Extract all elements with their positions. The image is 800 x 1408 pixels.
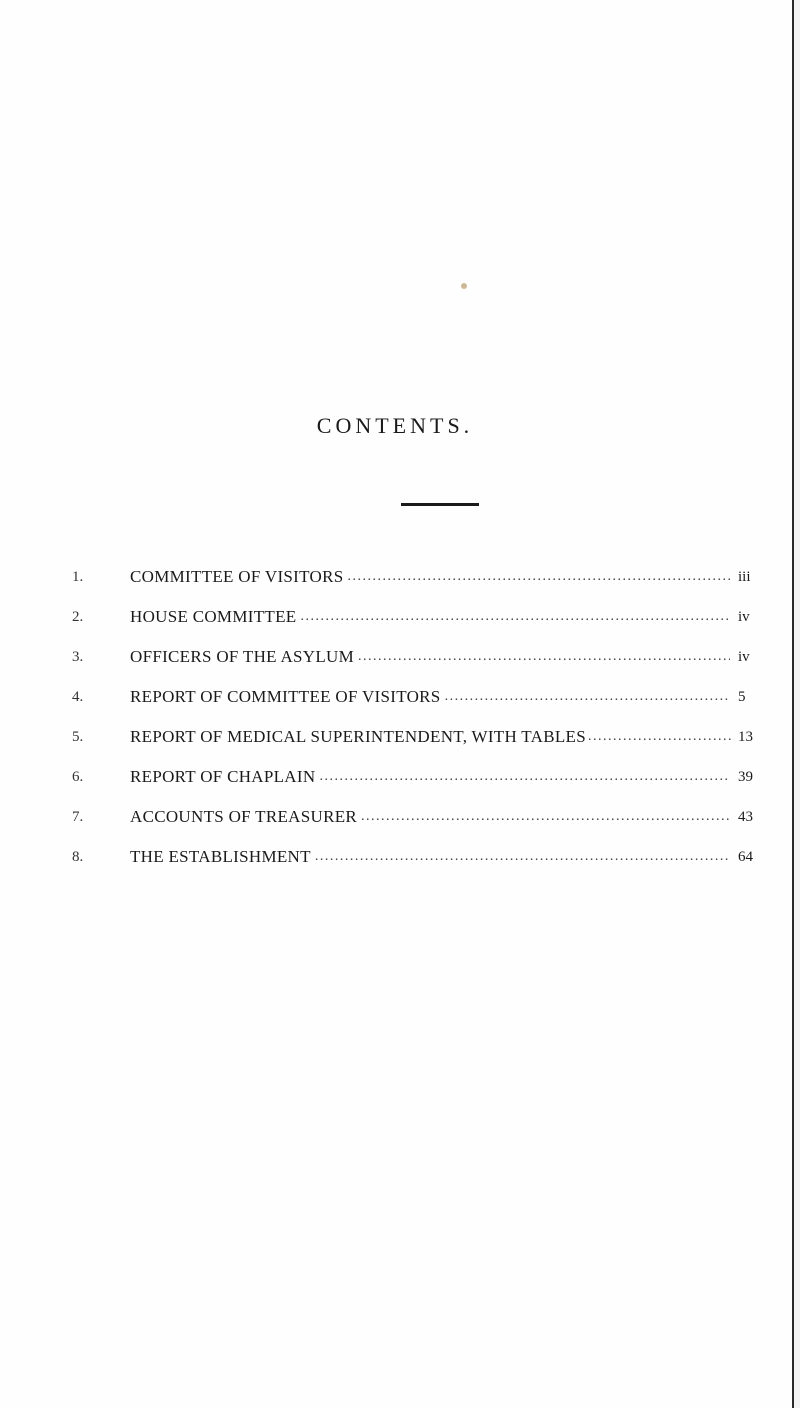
dot-leader xyxy=(445,686,730,708)
dot-leader xyxy=(588,726,734,748)
toc-entry-page: 64 xyxy=(738,849,753,865)
dot-leader xyxy=(361,806,730,828)
toc-entry-title: THE ESTABLISHMENT xyxy=(130,847,311,866)
toc-entry-title: OFFICERS OF THE ASYLUM xyxy=(130,647,355,666)
toc-entry-number: 1. xyxy=(72,569,84,585)
page-edge xyxy=(792,0,800,1408)
title-rule xyxy=(401,503,479,506)
toc-entry xyxy=(72,766,766,806)
dot-leader xyxy=(300,606,730,628)
toc-entry xyxy=(72,806,766,846)
paper-stain xyxy=(461,283,467,289)
toc-entry xyxy=(72,726,766,766)
toc-entry-title: COMMITTEE OF VISITORS xyxy=(130,567,344,586)
toc-entry-number: 6. xyxy=(72,769,84,785)
dot-leader xyxy=(319,766,730,788)
dot-leader xyxy=(315,846,730,868)
toc-entry-page: 43 xyxy=(738,809,753,825)
toc-entry xyxy=(72,846,766,886)
toc-entry xyxy=(72,566,766,606)
dot-leader xyxy=(358,646,730,668)
toc-entry-page: 5 xyxy=(738,689,746,705)
page-title: CONTENTS. xyxy=(316,412,474,438)
toc-entry-title: REPORT OF CHAPLAIN xyxy=(130,767,316,786)
dot-leader xyxy=(347,566,730,588)
toc-entry-title: REPORT OF COMMITTEE OF VISITORS xyxy=(130,687,441,706)
toc-entry xyxy=(72,606,766,646)
toc-entry-title: REPORT OF MEDICAL SUPERINTENDENT, WITH TABLES xyxy=(130,727,586,746)
toc-entry-number: 5. xyxy=(72,729,84,745)
toc-entry-number: 8. xyxy=(72,849,84,865)
toc-entry-page: 39 xyxy=(738,769,753,785)
toc-entry-page: 13 xyxy=(738,729,753,745)
toc-entry-number: 4. xyxy=(72,689,84,705)
toc-entry xyxy=(72,686,766,726)
toc-entry-number: 7. xyxy=(72,809,84,825)
toc-entry-page: iv xyxy=(738,649,750,665)
toc-entry xyxy=(72,646,766,686)
toc-entry-title: HOUSE COMMITTEE xyxy=(130,607,297,626)
toc-entry-page: iii xyxy=(738,569,751,585)
toc-entry-title: ACCOUNTS OF TREASURER xyxy=(130,807,358,826)
toc-entry-number: 2. xyxy=(72,609,84,625)
table-of-contents xyxy=(72,566,766,886)
toc-entry-page: iv xyxy=(738,609,750,625)
toc-entry-number: 3. xyxy=(72,649,84,665)
